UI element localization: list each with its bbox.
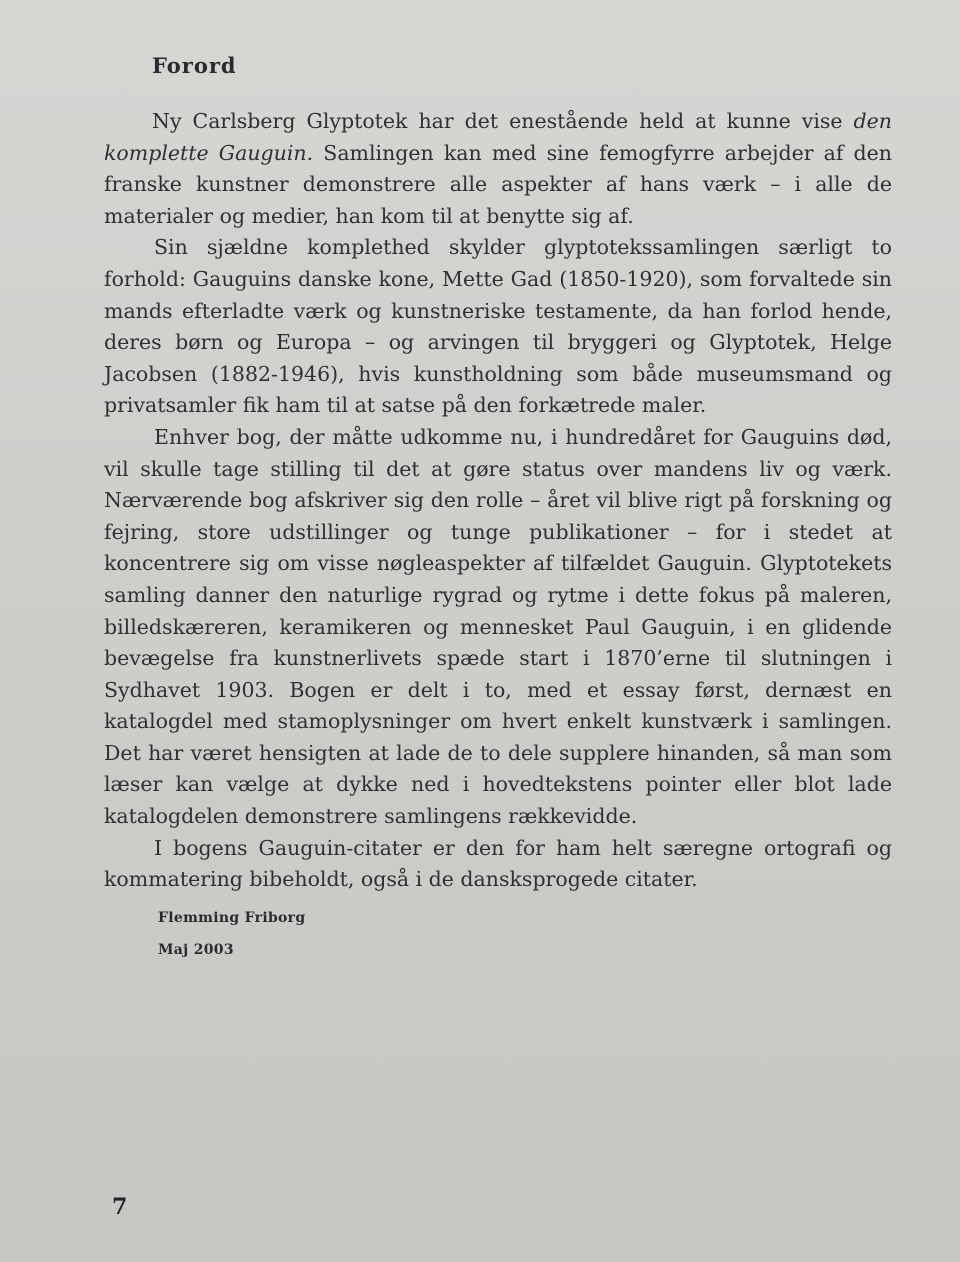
page-title: Forord xyxy=(152,53,237,78)
page-number: 7 xyxy=(112,1194,128,1220)
paragraph-1-text-a: Ny Carlsberg Glyptotek har det enestående held at kunne vise xyxy=(152,109,854,133)
paragraph-4: I bogens Gauguin-citater er den for ham helt særegne ortografi og kommatering bibeholdt, også i de dansksprogede citater. xyxy=(104,835,892,892)
paragraph-1-text-b: Samlingen kan med sine femogfyrre arbejder af den franske kunstner demonstrere alle aspekter af hans værk – i alle de materialer og medier, han kom til at benytte sig af. xyxy=(104,140,892,228)
paragraph-1 xyxy=(104,106,892,232)
signature-date: Maj 2003 xyxy=(158,942,234,958)
foreword-body xyxy=(104,106,892,896)
paragraph-1-emphasis: den komplette Gauguin. xyxy=(104,109,892,165)
paragraph-2: Sin sjældne komplethed skylder glyptotekssamlingen særligt to forhold: Gauguins danske kone, Mette Gad (1850-1920), som forvaltede sin mands efterladte værk og kunstneriske testamente, da han forlod hende, deres børn og Europa – og arvingen til bryggeri og Glyptotek, Helge Jacobsen (1882-1946), hvis kunstholdning som både museumsmand og privatsamler fik ham til at satse på den forkætrede maler. xyxy=(104,235,892,418)
paragraph-3: Enhver bog, der måtte udkomme nu, i hundredåret for Gauguins død, vil skulle tage stilling til det at gøre status over mandens liv og værk. Nærværende bog afskriver sig den rolle – året vil blive rigt på forskning og fejring, store udstillinger og tunge publikationer – for i stedet at koncentrere sig om visse nøgleaspekter af tilfældet Gauguin. Glyptotekets samling danner den naturlige rygrad og rytme i dette fokus på maleren, billedskæreren, keramikeren og mennesket Paul Gauguin, i en glidende bevægelse fra kunstnerlivets spæde start i 1870’erne til slutningen i Sydhavet 1903. Bogen er delt i to, med et essay først, dernæst en katalogdel med stamoplysninger om hvert enkelt kunstværk i samlingen. Det har været hensigten at lade de to dele supplere hinanden, så man som læser kan vælge at dykke ned i hovedtekstens pointer eller blot lade katalogdelen demonstrere samlingens rækkevidde. xyxy=(104,424,892,829)
author-signature: Flemming Friborg xyxy=(158,910,306,926)
